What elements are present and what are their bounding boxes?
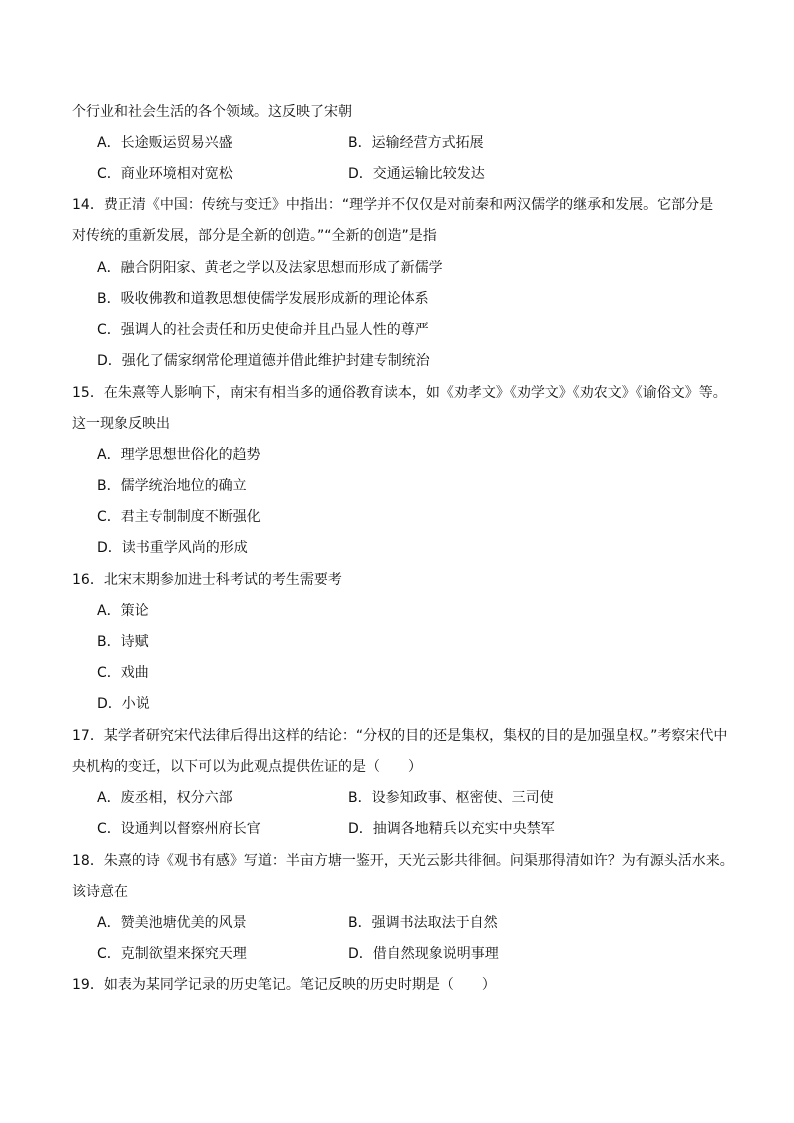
q17-option-c: C．设通判以督察州府长官 — [97, 821, 261, 837]
q14-option-b: B．吸收佛教和道教思想使儒学发展形成新的理论体系 — [97, 291, 429, 307]
q15-option-c: C．君主专制制度不断强化 — [97, 509, 261, 525]
q17-stem-line2: 央机构的变迁，以下可以为此观点提供佐证的是（ ） — [72, 759, 422, 775]
q16-option-d: D．小说 — [97, 696, 150, 712]
q14-option-c: C．强调人的社会责任和历史使命并且凸显人性的尊严 — [97, 322, 429, 338]
q18-stem-line2: 该诗意在 — [72, 884, 128, 900]
q15-option-a: A．理学思想世俗化的趋势 — [97, 447, 261, 463]
q15-stem-line1: 15．在朱熹等人影响下，南宋有相当多的通俗教育读本，如《劝孝文》《劝学文》《劝农文》《谕俗文》等。 — [72, 385, 727, 401]
q16-stem: 16．北宋末期参加进士科考试的考生需要考 — [72, 572, 342, 588]
q19-stem: 19．如表为某同学记录的历史笔记。笔记反映的历史时期是（ ） — [72, 977, 496, 993]
q16-option-c: C．戏曲 — [97, 665, 149, 681]
q18-option-c: C．克制欲望来探究天理 — [97, 946, 247, 962]
q18-option-d: D．借自然现象说明事理 — [348, 946, 499, 962]
q16-option-a: A．策论 — [97, 603, 149, 619]
q18-option-b: B．强调书法取法于自然 — [348, 915, 498, 931]
q14-stem-line1: 14．费正清《中国：传统与变迁》中指出：“理学并不仅仅是对前秦和两汉儒学的继承和发展。它部分是 — [72, 197, 714, 213]
q17-option-d: D．抽调各地精兵以充实中央禁军 — [348, 821, 555, 837]
q15-stem-line2: 这一现象反映出 — [72, 416, 170, 432]
q15-option-d: D．读书重学风尚的形成 — [97, 540, 248, 556]
q13-option-a: A．长途贩运贸易兴盛 — [97, 135, 233, 151]
q17-option-a: A．废丞相，权分六部 — [97, 790, 233, 806]
q17-option-b: B．设参知政事、枢密使、三司使 — [348, 790, 554, 806]
q14-option-a: A．融合阴阳家、黄老之学以及法家思想而形成了新儒学 — [97, 260, 443, 276]
q14-option-d: D．强化了儒家纲常伦理道德并借此维护封建专制统治 — [97, 353, 430, 369]
q13-option-d: D．交通运输比较发达 — [348, 166, 485, 182]
q15-option-b: B．儒学统治地位的确立 — [97, 478, 247, 494]
q13-stem-continued: 个行业和社会生活的各个领域。这反映了宋朝 — [72, 104, 352, 120]
q18-option-a: A．赞美池塘优美的风景 — [97, 915, 247, 931]
q16-option-b: B．诗赋 — [97, 634, 149, 650]
q17-stem-line1: 17．某学者研究宋代法律后得出这样的结论：“分权的目的还是集权，集权的目的是加强皇权。”考察宋代中 — [72, 728, 728, 744]
q13-option-c: C．商业环境相对宽松 — [97, 166, 233, 182]
q18-stem-line1: 18．朱熹的诗《观书有感》写道：半亩方塘一鉴开，天光云影共徘徊。问渠那得清如许？为有源头活水来。 — [72, 853, 734, 869]
q14-stem-line2: 对传统的重新发展，部分是全新的创造。”“全新的创造”是指 — [72, 228, 437, 244]
q13-option-b: B．运输经营方式拓展 — [348, 135, 484, 151]
